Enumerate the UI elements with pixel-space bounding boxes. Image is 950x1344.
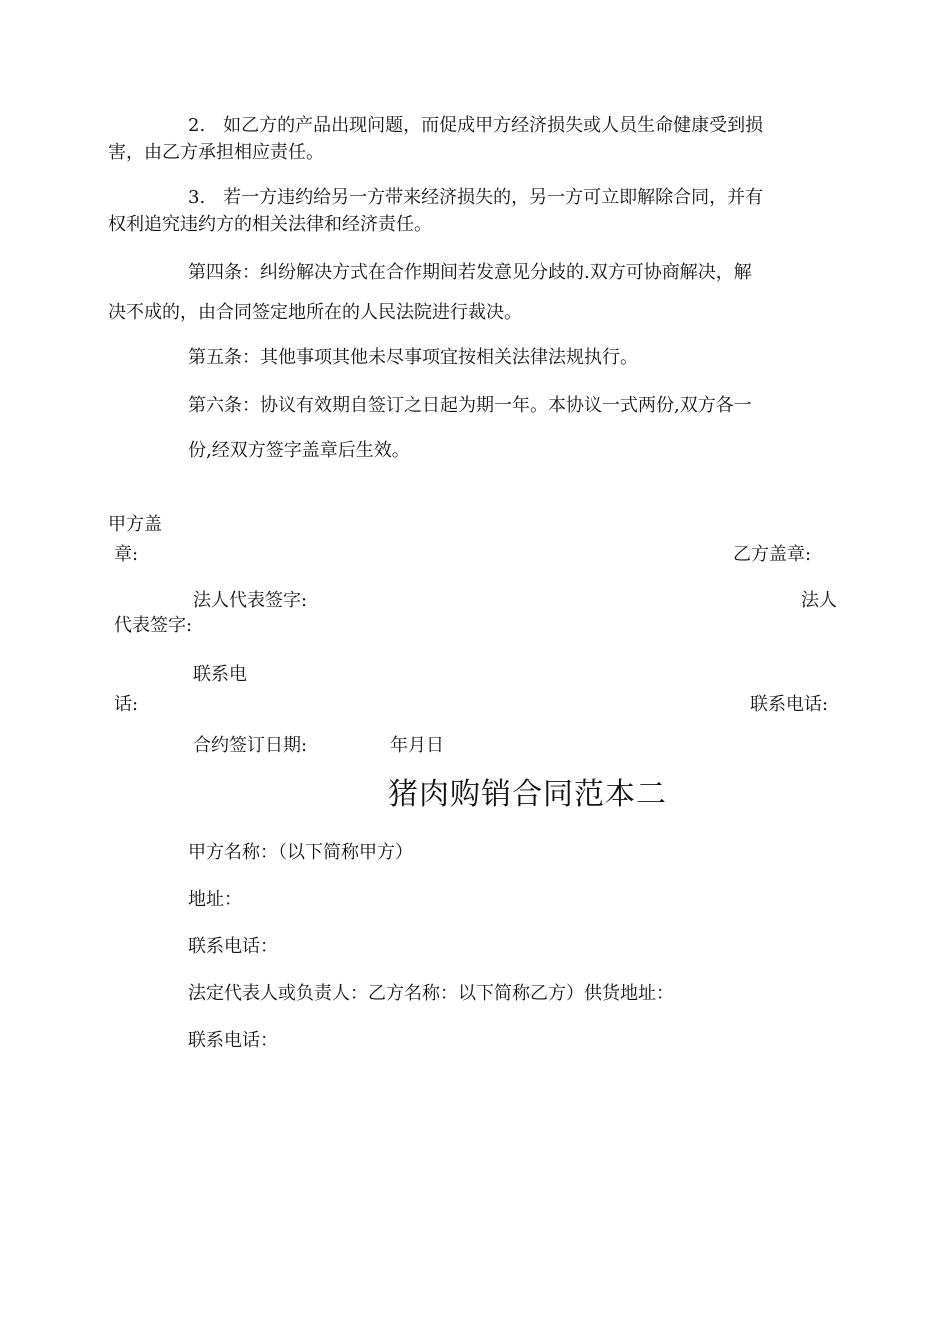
legal-rep-line: 法定代表人或负责人：乙方名称：以下简称乙方）供货地址：: [188, 983, 674, 1004]
legal-rep-signature-b-line-1: 法人: [801, 590, 837, 611]
legal-rep-signature-a: 法人代表签字:: [193, 590, 308, 611]
sign-date-value: 年月日: [390, 735, 444, 756]
article-5: 第五条：其他事项其他未尽事项宜按相关法律法规执行。: [188, 347, 638, 368]
article-6-line-1: 第六条：协议有效期自签订之日起为期一年。本协议一式两份,双方各一: [188, 395, 752, 416]
section-title: 猪肉购销合同范本二: [388, 777, 667, 812]
phone-a-line-2: 话:: [114, 694, 139, 715]
party-a-seal-line-1: 甲方盖: [108, 514, 162, 535]
address-label: 地址：: [188, 889, 242, 910]
phone-b: 联系电话:: [750, 694, 829, 715]
clause-3-line-2: 权利追究违约方的相关法律和经济责任。: [108, 214, 432, 235]
phone-label-2: 联系电话：: [188, 1030, 278, 1051]
clause-2-line-1: 2. 如乙方的产品出现问题，而促成甲方经济损失或人员生命健康受到损: [188, 115, 764, 136]
article-6-line-2: 份,经双方签字盖章后生效。: [188, 440, 410, 461]
article-4-line-2: 决不成的，由合同签定地所在的人民法院进行裁决。: [108, 302, 522, 323]
legal-rep-signature-b-line-2: 代表签字:: [114, 615, 193, 636]
clause-2-line-2: 害，由乙方承担相应责任。: [108, 142, 324, 163]
sign-date-label: 合约签订日期:: [193, 735, 308, 756]
phone-a-line-1: 联系电: [193, 664, 247, 685]
article-4-line-1: 第四条：纠纷解决方式在合作期间若发意见分歧的.双方可协商解决，解: [188, 262, 752, 283]
clause-3-line-1: 3. 若一方违约给另一方带来经济损失的，另一方可立即解除合同，并有: [188, 187, 764, 208]
party-b-seal: 乙方盖章:: [733, 544, 812, 565]
party-a-name: 甲方名称：（以下简称甲方）: [188, 842, 413, 863]
party-a-seal-line-2: 章:: [114, 544, 139, 565]
phone-label: 联系电话：: [188, 936, 278, 957]
